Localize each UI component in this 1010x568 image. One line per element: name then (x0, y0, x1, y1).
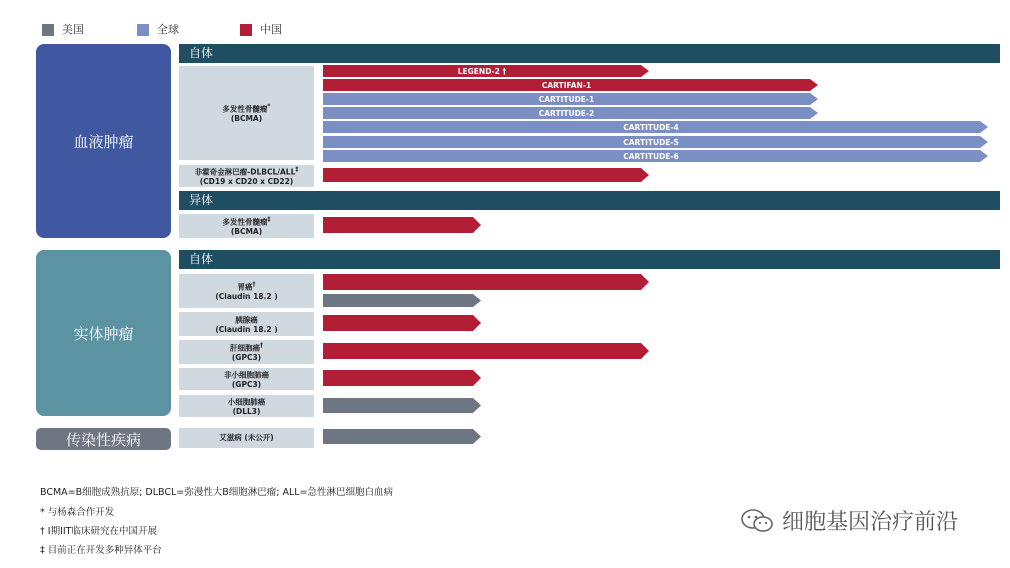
program-cartitude-2: CARTITUDE-2 (538, 108, 595, 118)
wechat-icon (740, 508, 774, 534)
program-cartitude-4: CARTITUDE-4 (623, 122, 679, 132)
footnote-janssen: * 与杨森合作开发 (40, 507, 115, 518)
arrow-pancreatic (323, 315, 481, 331)
section-autologous-1: 自体 (179, 44, 1000, 63)
phase-preclinical: 临床前 (381, 24, 421, 39)
legend-us-label: 美国 (62, 23, 84, 36)
arrow-nhl (323, 168, 649, 182)
category-solid-tumor: 实体肿瘤 (36, 250, 171, 416)
category-infectious: 传染性疾病 (36, 428, 171, 450)
indication-aids: 艾滋病 (未公开) (179, 428, 314, 448)
program-cartifan-1: CARTIFAN-1 (541, 80, 592, 90)
arrow-gastric-us (323, 294, 481, 307)
indication-sclc: 小细胞肺癌 (DLL3) (179, 395, 314, 417)
section-allogeneic: 异体 (179, 191, 1000, 210)
indication-nsclc: 非小细胞肺癌 (GPC3) (179, 368, 314, 390)
indication-nhl: 非霍奇金淋巴瘤-DLBCL/ALL‡ (CD19 x CD20 x CD22) (179, 165, 314, 187)
arrow-mm-allo (323, 217, 481, 233)
program-legend-2: LEGEND-2 † (457, 66, 507, 76)
indication-mm-allo: 多发性骨髓瘤‡ (BCMA) (179, 214, 314, 238)
phase-2: II 期 (719, 24, 750, 39)
footnote-abbrev: BCMA=B细胞成熟抗原; DLBCL=弥漫性大B细胞淋巴瘤; ALL=急性淋巴细胞白血病 (40, 487, 394, 498)
watermark (740, 505, 958, 536)
indication-pancreatic: 胰腺癌 (Claudin 18.2 ) (179, 312, 314, 336)
footnote-iit: † I期IIT临床研究在中国开展 (40, 526, 157, 537)
program-cartitude-5: CARTITUDE-5 (623, 137, 679, 147)
program-cartitude-1: CARTITUDE-1 (538, 94, 595, 104)
legend-china-label: 中国 (260, 23, 282, 36)
indication-gastric: 胃癌† (Claudin 18.2 ) (179, 274, 314, 308)
arrow-gastric-cn (323, 274, 649, 290)
indication-liver: 肝细胞癌† (GPC3) (179, 340, 314, 364)
arrow-nsclc (323, 370, 481, 386)
phase-3: III 期 (889, 24, 924, 39)
arrow-aids (323, 429, 481, 444)
phase-1: I 期 (550, 24, 575, 39)
indication-mm: 多发性骨髓瘤* (BCMA) (179, 66, 314, 160)
legend-global-label: 全球 (157, 23, 179, 36)
program-cartitude-6: CARTITUDE-6 (623, 151, 679, 161)
section-autologous-2: 自体 (179, 250, 1000, 269)
arrow-liver (323, 343, 649, 359)
footnote-allo: ‡ 目前正在开发多种异体平台 (40, 545, 162, 556)
watermark-text: 细胞基因治疗前沿 (782, 510, 959, 535)
arrow-sclc (323, 398, 481, 413)
category-blood-cancer: 血液肿瘤 (36, 44, 171, 238)
